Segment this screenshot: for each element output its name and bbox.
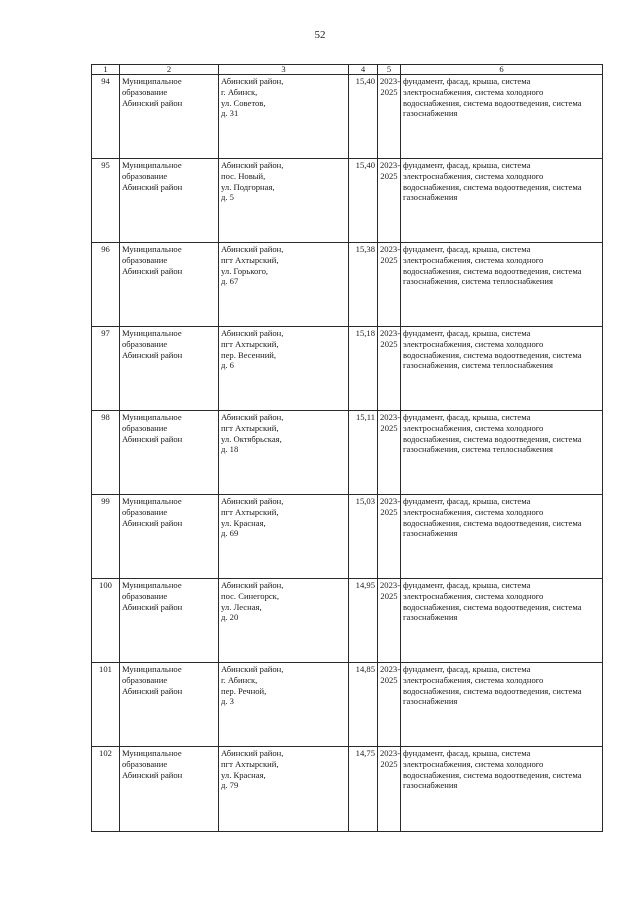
column-header: 1 [92,65,120,75]
address-line: д. 67 [221,276,239,287]
address-line: д. 3 [221,696,234,707]
row-number-cell: 97 [92,327,120,411]
municipality-line: образование [122,758,168,769]
address-cell [219,327,349,411]
address-line: пос. Новый, [221,170,266,181]
municipality-cell [120,495,219,579]
municipality-line: Абинский район [122,433,183,444]
period-cell [378,327,401,411]
area-cell: 15,03 [349,495,378,579]
address-cell [219,495,349,579]
address-line: Абинский район, [221,328,284,338]
column-header: 5 [378,65,401,75]
table-row [92,747,603,832]
municipality-cell [120,327,219,411]
column-header: 2 [120,65,219,75]
works-cell [401,243,603,327]
area-cell: 14,85 [349,663,378,747]
works-text: фундамент, фасад, крыша, система электроснабжения, система холодного водоснабжения, система водоотведения, система газоснабжения [403,76,582,119]
municipality-cell [120,243,219,327]
municipality-cell [120,579,219,663]
period-cell [378,159,401,243]
period-line: 2023- [380,496,401,506]
municipality-line: Муниципальное [122,160,182,170]
address-line: Абинский район, [221,160,284,170]
address-line: Абинский район, [221,580,284,590]
address-line: Абинский район, [221,76,284,86]
municipality-line: Абинский район [122,265,183,276]
period-line: 2023- [380,748,401,758]
municipality-cell [120,159,219,243]
period-line: 2025 [380,674,398,685]
area-cell: 14,75 [349,747,378,832]
address-line: Абинский район, [221,748,284,758]
municipality-line: Муниципальное [122,580,182,590]
period-cell [378,663,401,747]
works-cell [401,75,603,159]
period-line: 2023- [380,412,401,422]
period-line: 2025 [380,338,398,349]
period-cell [378,411,401,495]
address-cell [219,663,349,747]
address-line: ул. Подгорная, [221,181,275,192]
address-line: Абинский район, [221,496,284,506]
period-line: 2023- [380,244,401,254]
municipality-line: Абинский район [122,349,183,360]
municipality-line: образование [122,506,168,517]
row-number-cell: 94 [92,75,120,159]
municipality-line: образование [122,674,168,685]
works-cell [401,411,603,495]
works-text: фундамент, фасад, крыша, система электроснабжения, система холодного водоснабжения, система водоотведения, система газоснабжения [403,664,582,707]
works-text: фундамент, фасад, крыша, система электроснабжения, система холодного водоснабжения, система водоотведения, система газоснабжения [403,160,582,203]
municipality-line: Абинский район [122,97,183,108]
address-line: пгт Ахтырский, [221,422,279,433]
table-row [92,411,603,495]
row-number-cell: 98 [92,411,120,495]
address-line: д. 5 [221,192,234,203]
address-line: пгт Ахтырский, [221,338,279,349]
works-cell [401,579,603,663]
period-cell [378,747,401,832]
table-row [92,243,603,327]
address-line: Абинский район, [221,412,284,422]
area-cell: 15,18 [349,327,378,411]
address-line: пер. Речной, [221,685,267,696]
municipality-line: Муниципальное [122,748,182,758]
address-line: пгт Ахтырский, [221,254,279,265]
address-line: г. Абинск, [221,674,258,685]
row-number-cell: 101 [92,663,120,747]
register-table [91,64,603,832]
period-line: 2023- [380,580,401,590]
municipality-line: Муниципальное [122,412,182,422]
address-line: ул. Красная, [221,769,266,780]
table-row [92,75,603,159]
municipality-line: Абинский район [122,601,183,612]
municipality-line: Абинский район [122,685,183,696]
period-line: 2023- [380,76,401,86]
works-text: фундамент, фасад, крыша, система электроснабжения, система холодного водоснабжения, система водоотведения, система газоснабжения [403,580,582,623]
row-number-cell: 96 [92,243,120,327]
period-line: 2025 [380,254,398,265]
table-row [92,495,603,579]
municipality-line: образование [122,86,168,97]
municipality-cell [120,75,219,159]
works-text: фундамент, фасад, крыша, система электроснабжения, система холодного водоснабжения, система водоотведения, система газоснабжения, система теплоснабжения [403,412,582,455]
table-row [92,327,603,411]
address-line: ул. Лесная, [221,601,262,612]
row-number-cell: 100 [92,579,120,663]
row-number-cell: 95 [92,159,120,243]
works-text: фундамент, фасад, крыша, система электроснабжения, система холодного водоснабжения, система водоотведения, система газоснабжения [403,496,582,539]
address-line: д. 18 [221,444,239,455]
municipality-line: Муниципальное [122,244,182,254]
row-number-cell: 102 [92,747,120,832]
address-line: ул. Красная, [221,517,266,528]
municipality-line: образование [122,590,168,601]
period-line: 2025 [380,590,398,601]
address-line: д. 79 [221,780,239,791]
municipality-cell [120,747,219,832]
municipality-cell [120,411,219,495]
table-row [92,159,603,243]
row-number-cell: 99 [92,495,120,579]
address-line: пер. Весенний, [221,349,277,360]
works-text: фундамент, фасад, крыша, система электроснабжения, система холодного водоснабжения, система водоотведения, система газоснабжения, система теплоснабжения [403,328,582,371]
table-row [92,579,603,663]
period-line: 2025 [380,422,398,433]
works-cell [401,663,603,747]
municipality-line: образование [122,338,168,349]
municipality-line: образование [122,170,168,181]
column-number-row [92,65,603,75]
municipality-line: Абинский район [122,181,183,192]
area-cell: 15,38 [349,243,378,327]
column-header: 3 [219,65,349,75]
municipality-line: Муниципальное [122,76,182,86]
works-text: фундамент, фасад, крыша, система электроснабжения, система холодного водоснабжения, система водоотведения, система газоснабжения, система теплоснабжения [403,244,582,287]
municipality-line: образование [122,422,168,433]
address-cell [219,75,349,159]
page-number: 52 [314,29,326,41]
period-line: 2025 [380,86,398,97]
address-line: г. Абинск, [221,86,258,97]
works-cell [401,747,603,832]
address-line: пос. Синегорск, [221,590,280,601]
works-text: фундамент, фасад, крыша, система электроснабжения, система холодного водоснабжения, система водоотведения, система газоснабжения [403,748,582,791]
address-cell [219,747,349,832]
municipality-line: Абинский район [122,517,183,528]
municipality-line: Муниципальное [122,328,182,338]
period-line: 2025 [380,170,398,181]
address-cell [219,243,349,327]
period-line: 2023- [380,160,401,170]
column-header: 4 [349,65,378,75]
address-line: д. 69 [221,528,239,539]
address-line: пгт Ахтырский, [221,506,279,517]
address-line: Абинский район, [221,244,284,254]
works-cell [401,327,603,411]
municipality-line: Муниципальное [122,496,182,506]
area-cell: 14,95 [349,579,378,663]
area-cell: 15,11 [349,411,378,495]
address-line: д. 31 [221,108,239,119]
municipality-line: Абинский район [122,769,183,780]
column-header: 6 [401,65,603,75]
period-line: 2025 [380,758,398,769]
address-line: ул. Горького, [221,265,269,276]
address-line: ул. Советов, [221,97,266,108]
table-row [92,663,603,747]
works-cell [401,495,603,579]
works-cell [401,159,603,243]
address-line: Абинский район, [221,664,284,674]
address-cell [219,159,349,243]
period-cell [378,75,401,159]
period-cell [378,579,401,663]
address-line: д. 6 [221,360,234,371]
address-cell [219,411,349,495]
address-line: ул. Октябрьская, [221,433,282,444]
municipality-line: образование [122,254,168,265]
municipality-line: Муниципальное [122,664,182,674]
address-line: пгт Ахтырский, [221,758,279,769]
period-cell [378,243,401,327]
period-line: 2023- [380,328,401,338]
period-line: 2023- [380,664,401,674]
area-cell: 15,40 [349,159,378,243]
period-line: 2025 [380,506,398,517]
address-cell [219,579,349,663]
period-cell [378,495,401,579]
area-cell: 15,40 [349,75,378,159]
address-line: д. 20 [221,612,239,623]
municipality-cell [120,663,219,747]
